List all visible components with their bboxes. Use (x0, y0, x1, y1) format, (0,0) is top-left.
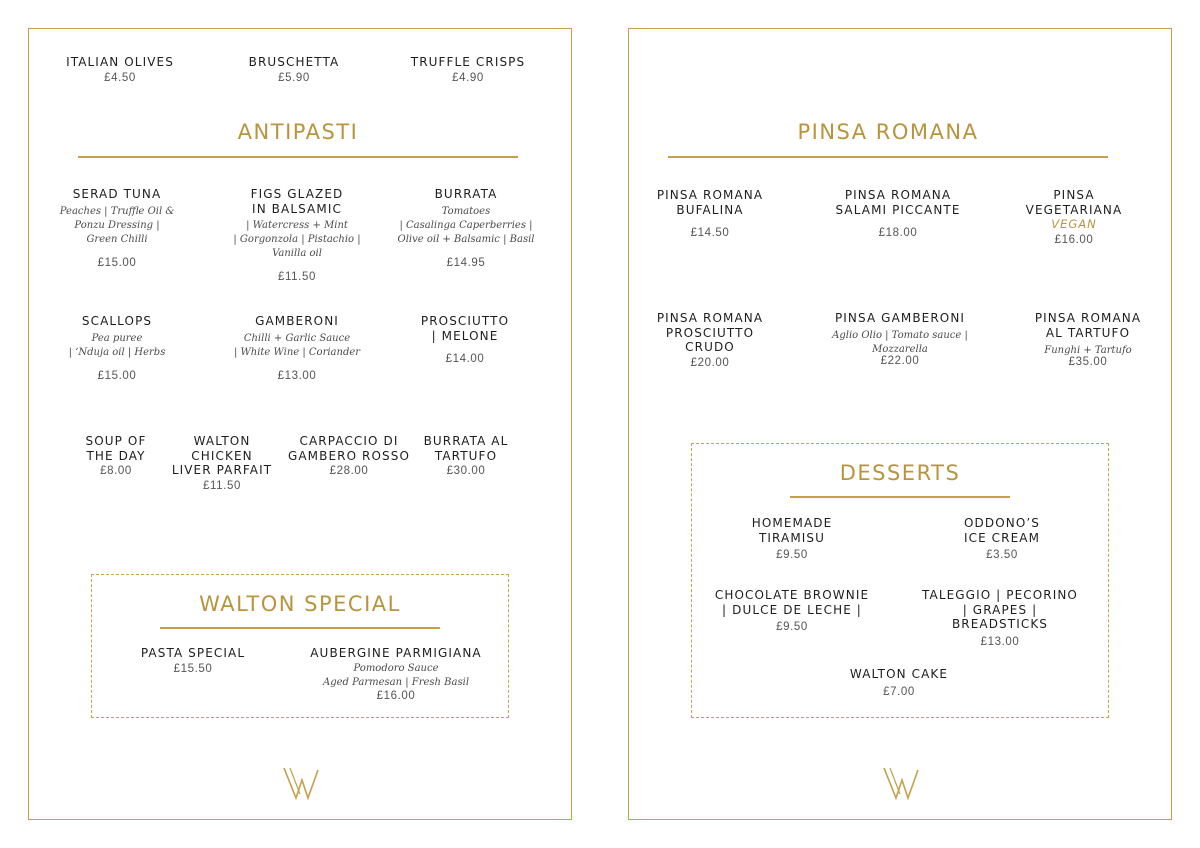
item-name: PINSA VEGETARIANA (1025, 188, 1123, 217)
item-name: WALTON CHICKEN LIVER PARFAIT (171, 434, 273, 477)
item-price: £14.00 (445, 353, 485, 365)
menu-item-taleggio-pecorino (922, 588, 1078, 648)
item-name: WALTON CAKE (849, 667, 949, 681)
menu-item-pinsa-vegetariana (1026, 188, 1123, 246)
menu-item-walton-cake (850, 667, 948, 698)
menu-item-serad-tuna (60, 187, 175, 269)
walton-special-divider (160, 627, 440, 629)
item-name: SOUP OF THE DAY (85, 434, 147, 463)
item-price: £9.50 (776, 549, 808, 561)
item-price: £11.50 (203, 479, 241, 492)
menu-item-burrata (398, 187, 535, 269)
item-price: £15.50 (173, 662, 213, 675)
item-price: £9.50 (776, 621, 808, 633)
item-price: £15.00 (97, 369, 137, 382)
menu-item-walton-chicken-liver-parfait (172, 434, 272, 492)
menu-item-soup-of-the-day (86, 434, 147, 477)
antipasti-heading: ANTIPASTI (237, 120, 359, 144)
item-name: TALEGGIO | PECORINO | GRAPES | BREADSTICKS (922, 588, 1078, 631)
desserts-heading: DESSERTS (839, 461, 961, 485)
menu-item-figs-glazed (233, 187, 360, 283)
menu-item-prosciutto-melone (421, 314, 509, 365)
item-price: £8.00 (100, 465, 132, 477)
menu-item-pinsa-bufalina (657, 188, 763, 239)
item-name: PROSCIUTTO | MELONE (420, 314, 510, 343)
menu-item-homemade-tiramisu (752, 516, 833, 561)
item-description: Pomodoro Sauce Aged Parmesan | Fresh Basil (322, 662, 470, 688)
menu-item-italian-olives (66, 55, 174, 84)
item-price: £14.95 (446, 256, 486, 269)
item-description: Aglio Olio | Tomato sauce | Mozzarella (832, 329, 968, 355)
item-description: Tomatoes | Casalinga Caperberries | Olive oil + Balsamic | Basil (397, 205, 535, 245)
item-name: PINSA ROMANA PROSCIUTTO CRUDO (656, 311, 764, 354)
item-description: Chilli + Garlic Sauce | White Wine | Coriander (233, 332, 361, 358)
item-price: £14.50 (690, 227, 730, 239)
item-name: BURRATA AL TARTUFO (423, 434, 509, 463)
item-name: BURRATA (434, 187, 498, 201)
item-name: TRUFFLE CRISPS (410, 55, 526, 69)
menu-item-truffle-crisps (411, 55, 525, 84)
item-price: £7.00 (883, 685, 915, 698)
item-description: Pea puree | ‘Nduja oil | Herbs (68, 332, 166, 358)
pinsa-romana-heading: PINSA ROMANA (797, 120, 979, 144)
item-price: £4.90 (452, 71, 484, 84)
menu-item-chocolate-brownie (715, 588, 869, 633)
item-price: £5.90 (278, 71, 310, 84)
menu-item-pinsa-prosciutto-crudo (657, 311, 763, 369)
item-price: £28.00 (329, 465, 369, 477)
menu-item-pasta-special (141, 646, 245, 675)
item-name: CHOCOLATE BROWNIE | DULCE DE LECHE | (714, 588, 870, 617)
item-name: ITALIAN OLIVES (66, 55, 174, 69)
item-price: £3.50 (986, 549, 1018, 561)
item-price: £13.00 (277, 369, 317, 382)
menu-item-pinsa-salami-piccante (835, 188, 960, 239)
menu-item-carpaccio-di-gambero-rosso (288, 434, 410, 477)
item-price: £18.00 (878, 227, 918, 239)
item-name: CARPACCIO DI GAMBERO ROSSO (287, 434, 411, 463)
item-price: £35.00 (1068, 356, 1108, 368)
item-price: £16.00 (376, 689, 416, 702)
menu-item-bruschetta (249, 55, 340, 84)
menu-item-oddonos-ice-cream (964, 516, 1040, 561)
item-name: HOMEMADE TIRAMISU (751, 516, 833, 545)
item-price: £30.00 (446, 465, 486, 477)
item-price: £13.00 (980, 635, 1020, 648)
walton-logo-icon (280, 766, 320, 800)
item-name: BRUSCHETTA (248, 55, 340, 69)
menu-item-gamberoni (234, 314, 360, 382)
item-name: SCALLOPS (81, 314, 153, 328)
item-price: £16.00 (1054, 233, 1094, 246)
menu-item-burrata-al-tartufo (424, 434, 509, 477)
item-price: £15.00 (97, 256, 137, 269)
item-description: Peaches | Truffle Oil & Ponzu Dressing | Green Chilli (59, 205, 175, 245)
item-price: £20.00 (690, 356, 730, 369)
item-name: PINSA ROMANA AL TARTUFO (1034, 311, 1142, 340)
walton-special-heading: WALTON SPECIAL (199, 592, 401, 616)
item-name: PINSA ROMANA SALAMI PICCANTE (835, 188, 961, 217)
item-price: £11.50 (278, 271, 316, 283)
item-name: PASTA SPECIAL (140, 646, 246, 660)
item-name: PINSA ROMANA BUFALINA (656, 188, 764, 217)
item-name: PINSA GAMBERONI (834, 311, 966, 325)
item-description: | Watercress + Mint | Gorgonzola | Pistachio | Vanilla oil (233, 220, 361, 259)
menu-item-aubergine-parmigiana (310, 646, 482, 702)
item-name: AUBERGINE PARMIGIANA (310, 646, 482, 660)
item-name: FIGS GLAZED IN BALSAMIC (250, 187, 344, 216)
item-name: ODDONO’S ICE CREAM (963, 516, 1041, 545)
item-name: GAMBERONI (255, 314, 339, 328)
item-description: Funghi + Tartufo (1044, 345, 1132, 356)
item-price: £22.00 (880, 354, 920, 367)
walton-logo-icon (880, 766, 920, 800)
menu-item-pinsa-al-tartufo (1035, 311, 1141, 368)
antipasti-divider (78, 156, 518, 158)
menu-item-pinsa-gamberoni (832, 311, 968, 367)
desserts-divider (790, 496, 1010, 498)
menu-item-scallops (69, 314, 166, 382)
item-name: SERAD TUNA (72, 187, 162, 201)
item-price: £4.50 (104, 71, 136, 84)
vegan-tag: VEGAN (1051, 217, 1097, 231)
pinsa-romana-divider (668, 156, 1108, 158)
